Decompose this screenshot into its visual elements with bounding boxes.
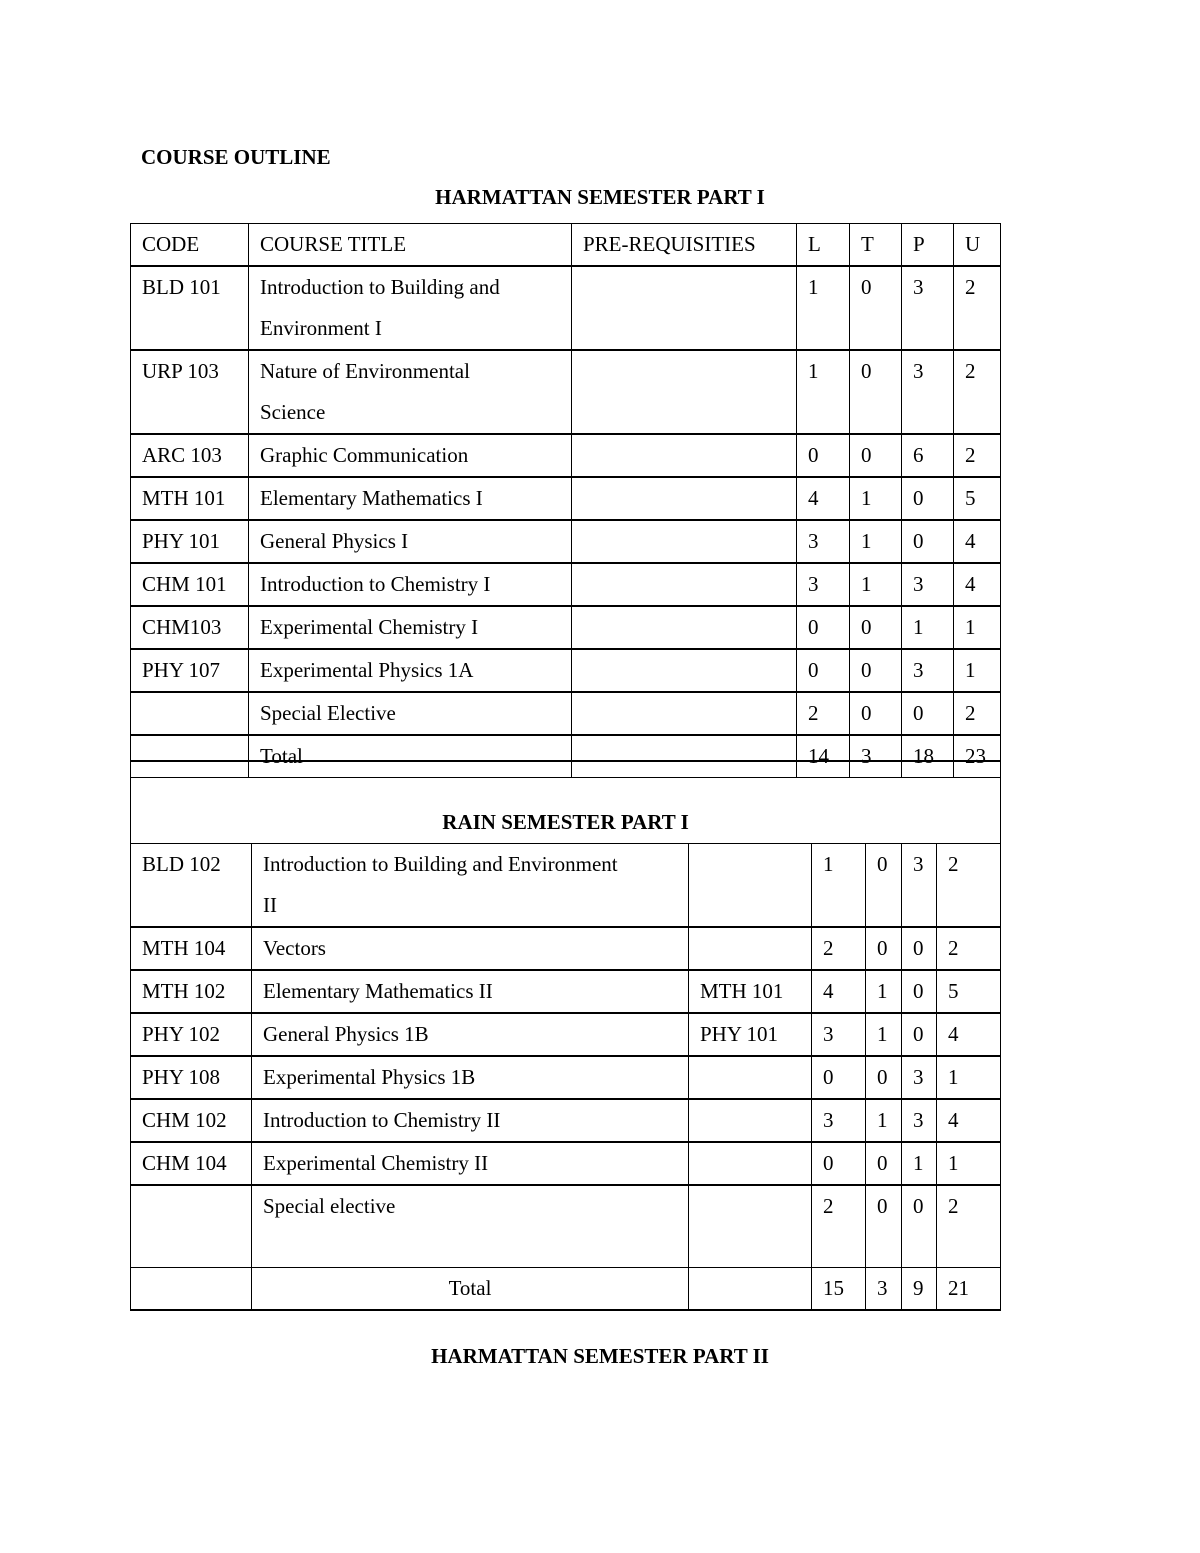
course-units: 2: [937, 927, 1001, 970]
course-prerequisite: [689, 927, 812, 970]
tutorial-hours: 0: [850, 692, 902, 735]
table-row: [131, 692, 1001, 735]
practical-hours: 0: [902, 970, 937, 1013]
course-code: CHM 104: [131, 1142, 252, 1185]
course-title: Introduction to Chemistry II: [252, 1099, 689, 1142]
tutorial-hours: 1: [866, 1013, 902, 1056]
table-header-row: [131, 224, 1001, 267]
course-units: 4: [954, 563, 1001, 606]
course-title: General Physics 1B: [252, 1013, 689, 1056]
course-code: [131, 692, 249, 735]
course-prerequisite: [689, 844, 812, 928]
course-units: 2: [954, 350, 1001, 434]
lecture-hours: 0: [812, 1142, 866, 1185]
tutorial-hours: 0: [850, 606, 902, 649]
course-title: [249, 350, 572, 434]
practical-hours: 3: [902, 350, 954, 434]
lecture-hours: 0: [797, 649, 850, 692]
course-title: Elementary Mathematics I: [249, 477, 572, 520]
table-row: [131, 350, 1001, 434]
course-prerequisite: [689, 1099, 812, 1142]
lecture-hours: 2: [812, 1185, 866, 1267]
course-prerequisite: [572, 649, 797, 692]
course-code: MTH 102: [131, 970, 252, 1013]
course-units: 5: [954, 477, 1001, 520]
course-units: 4: [937, 1013, 1001, 1056]
course-units: 2: [937, 844, 1001, 928]
page-title: COURSE OUTLINE: [141, 145, 331, 169]
tutorial-hours: 1: [866, 970, 902, 1013]
total-units: 23: [954, 735, 1001, 778]
course-code: URP 103: [131, 350, 249, 434]
course-code: MTH 101: [131, 477, 249, 520]
course-title-line: Introduction to Building and: [260, 275, 500, 299]
column-header-t: T: [850, 224, 902, 267]
course-units: 1: [954, 606, 1001, 649]
table-row: [131, 649, 1001, 692]
table-row: [131, 970, 1001, 1013]
course-code: CHM103: [131, 606, 249, 649]
course-units: 4: [954, 520, 1001, 563]
course-title: Elementary Mathematics II: [252, 970, 689, 1013]
lecture-hours: 1: [812, 844, 866, 928]
course-title: Graphic Communication: [249, 434, 572, 477]
course-prerequisite: [572, 350, 797, 434]
practical-hours: 0: [902, 1185, 937, 1267]
practical-hours: 0: [902, 1013, 937, 1056]
course-title: [252, 844, 689, 928]
course-prerequisite: [572, 606, 797, 649]
practical-hours: 3: [902, 266, 954, 350]
tutorial-hours: 0: [850, 649, 902, 692]
course-title-line: Environment I: [260, 316, 382, 340]
lecture-hours: 0: [797, 606, 850, 649]
course-code: [131, 1267, 252, 1310]
lecture-hours: 2: [812, 927, 866, 970]
practical-hours: 0: [902, 520, 954, 563]
total-label: Total: [249, 735, 572, 778]
course-title-line: Science: [260, 400, 326, 424]
tutorial-hours: 0: [850, 350, 902, 434]
practical-hours: 3: [902, 563, 954, 606]
practical-hours: 1: [902, 606, 954, 649]
practical-hours: 0: [902, 477, 954, 520]
column-header-course-title: COURSE TITLE: [249, 224, 572, 267]
course-title: Special elective: [252, 1185, 689, 1267]
total-row: [131, 1267, 1001, 1310]
course-prerequisite: [572, 692, 797, 735]
course-units: 1: [937, 1142, 1001, 1185]
section-title-row: [131, 761, 1001, 844]
table-row: [131, 520, 1001, 563]
table-row: [131, 477, 1001, 520]
tutorial-hours: 0: [866, 844, 902, 928]
lecture-hours: 4: [812, 970, 866, 1013]
course-units: 2: [954, 266, 1001, 350]
course-prerequisite: [572, 434, 797, 477]
course-title-line: II: [263, 893, 277, 917]
practical-hours: 3: [902, 1056, 937, 1099]
column-header-l: L: [797, 224, 850, 267]
tutorial-hours: 0: [866, 927, 902, 970]
course-code: BLD 101: [131, 266, 249, 350]
column-header-p: P: [902, 224, 954, 267]
course-title: Special Elective: [249, 692, 572, 735]
course-code: CHM 101: [131, 563, 249, 606]
course-code: ARC 103: [131, 434, 249, 477]
course-title: Experimental Physics 1B: [252, 1056, 689, 1099]
course-title: Experimental Physics 1A: [249, 649, 572, 692]
course-prerequisite: [572, 266, 797, 350]
course-units: 4: [937, 1099, 1001, 1142]
rain-part1-heading: RAIN SEMESTER PART I: [131, 761, 1001, 844]
tutorial-hours: 0: [850, 266, 902, 350]
tutorial-hours: 0: [866, 1185, 902, 1267]
course-code: PHY 107: [131, 649, 249, 692]
total-units: 21: [937, 1267, 1001, 1310]
table-row: [131, 266, 1001, 350]
tutorial-hours: 1: [850, 520, 902, 563]
course-prerequisite: MTH 101: [689, 970, 812, 1013]
course-title: Experimental Chemistry II: [252, 1142, 689, 1185]
column-header-code: CODE: [131, 224, 249, 267]
practical-hours: 6: [902, 434, 954, 477]
column-header-u: U: [954, 224, 1001, 267]
course-code: PHY 101: [131, 520, 249, 563]
harmattan-part1-table: [130, 223, 1001, 778]
course-title: General Physics I: [249, 520, 572, 563]
practical-hours: 3: [902, 649, 954, 692]
total-tutorial-hours: 3: [866, 1267, 902, 1310]
tutorial-hours: 1: [850, 563, 902, 606]
course-prerequisite: PHY 101: [689, 1013, 812, 1056]
tutorial-hours: 1: [866, 1099, 902, 1142]
tutorial-hours: 1: [850, 477, 902, 520]
lecture-hours: 3: [812, 1013, 866, 1056]
lecture-hours: 1: [797, 266, 850, 350]
course-code: MTH 104: [131, 927, 252, 970]
table-row: [131, 606, 1001, 649]
table-row: [131, 927, 1001, 970]
course-units: 2: [937, 1185, 1001, 1267]
table-row: [131, 1013, 1001, 1056]
course-prerequisite: [689, 1142, 812, 1185]
course-units: 5: [937, 970, 1001, 1013]
tutorial-hours: 0: [866, 1142, 902, 1185]
table-row: [131, 563, 1001, 606]
total-label: Total: [252, 1267, 689, 1310]
course-units: 1: [954, 649, 1001, 692]
course-code: BLD 102: [131, 844, 252, 928]
practical-hours: 0: [902, 692, 954, 735]
rain-part1-table: [130, 760, 1001, 1311]
practical-hours: 1: [902, 1142, 937, 1185]
practical-hours: 3: [902, 1099, 937, 1142]
lecture-hours: 3: [812, 1099, 866, 1142]
total-tutorial-hours: 3: [850, 735, 902, 778]
course-prerequisite: [572, 477, 797, 520]
practical-hours: 0: [902, 927, 937, 970]
table-row: [131, 1099, 1001, 1142]
course-prerequisite: [689, 1185, 812, 1267]
course-code: [131, 1185, 252, 1267]
lecture-hours: 1: [797, 350, 850, 434]
course-title: [249, 266, 572, 350]
course-units: 1: [937, 1056, 1001, 1099]
lecture-hours: 0: [812, 1056, 866, 1099]
total-lecture-hours: 15: [812, 1267, 866, 1310]
course-title: Vectors: [252, 927, 689, 970]
column-header-prerequisites: PRE-REQUISITIES: [572, 224, 797, 267]
lecture-hours: 3: [797, 563, 850, 606]
course-title-line: Nature of Environmental: [260, 359, 470, 383]
table-row: [131, 434, 1001, 477]
table-row: [131, 1185, 1001, 1267]
total-practical-hours: 18: [902, 735, 954, 778]
course-prerequisite: [689, 1267, 812, 1310]
course-units: 2: [954, 434, 1001, 477]
harmattan-part2-heading: HARMATTAN SEMESTER PART II: [431, 1344, 769, 1368]
course-prerequisite: [572, 520, 797, 563]
tutorial-hours: 0: [850, 434, 902, 477]
course-code: CHM 102: [131, 1099, 252, 1142]
lecture-hours: 0: [797, 434, 850, 477]
practical-hours: 3: [902, 844, 937, 928]
tutorial-hours: 0: [866, 1056, 902, 1099]
harmattan-part1-heading: HARMATTAN SEMESTER PART I: [435, 185, 765, 209]
course-title: Experimental Chemistry I: [249, 606, 572, 649]
course-code: PHY 102: [131, 1013, 252, 1056]
total-practical-hours: 9: [902, 1267, 937, 1310]
lecture-hours: 3: [797, 520, 850, 563]
total-lecture-hours: 14: [797, 735, 850, 778]
table-row: [131, 1142, 1001, 1185]
lecture-hours: 2: [797, 692, 850, 735]
course-prerequisite: [689, 1056, 812, 1099]
course-title-line: Introduction to Building and Environment: [263, 852, 618, 876]
lecture-hours: 4: [797, 477, 850, 520]
table-row: [131, 1056, 1001, 1099]
course-prerequisite: [572, 563, 797, 606]
course-title: Introduction to Chemistry I: [249, 563, 572, 606]
table-row: [131, 844, 1001, 928]
course-units: 2: [954, 692, 1001, 735]
course-code: PHY 108: [131, 1056, 252, 1099]
